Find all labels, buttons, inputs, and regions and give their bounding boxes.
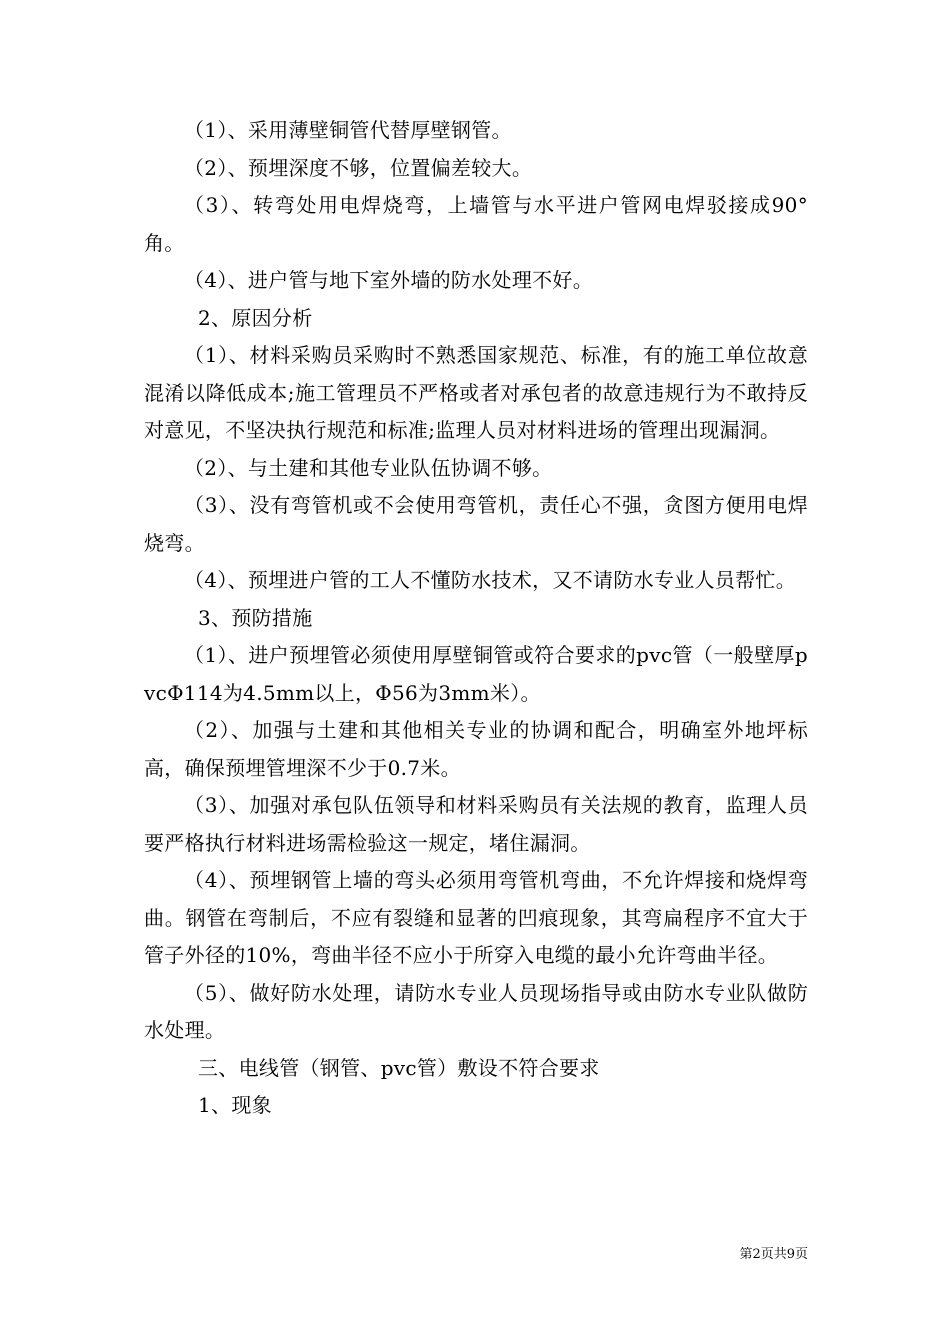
document-body [144,112,808,1125]
paragraph-cause-2: （2）、与土建和其他专业队伍协调不够。 [184,455,553,480]
section-heading-prevention: 3、预防措施 [198,605,313,630]
section-heading-cause-analysis: 2、原因分析 [198,305,313,330]
paragraph-cause-4: （4）、预埋进户管的工人不懂防水技术，又不请防水专业人员帮忙。 [184,568,797,592]
paragraph-prevention-1: （1）、进户预埋管必须使用厚壁铜管或符合要求的pvc管（一般壁厚pvcΦ114为4.5mm以上，Φ56为3mm米）。 [144,643,808,705]
page-number-footer: 第2页共9页 [739,1247,808,1262]
paragraph-cause-3: （3）、没有弯管机或不会使用弯管机，责任心不强，贪图方便用电焊烧弯。 [144,493,808,555]
paragraph-prevention-2: （2）、加强与土建和其他相关专业的协调和配合，明确室外地坪标高，确保预埋管埋深不少于0.7米。 [144,718,808,780]
paragraph-cause-1: （1）、材料采购员采购时不熟悉国家规范、标准，有的施工单位故意混淆以降低成本;施工管理员不严格或者对承包者的故意违规行为不敢持反对意见，不坚决执行规范和标准;监理人员对材料进场的管理出现漏洞。 [144,343,808,442]
paragraph-item-2: （2）、预埋深度不够，位置偏差较大。 [184,155,533,180]
paragraph-prevention-5: （5）、做好防水处理，请防水专业人员现场指导或由防水专业队做防水处理。 [144,980,808,1042]
paragraph-prevention-3: （3）、加强对承包队伍领导和材料采购员有关法规的教育，监理人员要严格执行材料进场需检验这一规定，堵住漏洞。 [144,793,808,855]
paragraph-item-1: （1）、采用薄壁铜管代替厚壁钢管。 [184,118,512,142]
paragraph-prevention-4: （4）、预埋钢管上墙的弯头必须用弯管机弯曲，不允许焊接和烧焊弯曲。钢管在弯制后，不应有裂缝和显著的凹痕现象，其弯扁程序不宜大于管子外径的10%，弯曲半径不应小于所穿入电缆的最小允许弯曲半径。 [144,868,808,967]
paragraph-item-3: （3）、转弯处用电焊烧弯，上墙管与水平进户管网电焊驳接成90°角。 [144,193,808,255]
paragraph-item-4: （4）、进户管与地下室外墙的防水处理不好。 [184,268,594,292]
section-heading-phenomenon: 1、现象 [198,1093,272,1117]
section-heading-conduit: 三、电线管（钢管、pvc管）敷设不符合要求 [198,1055,600,1080]
